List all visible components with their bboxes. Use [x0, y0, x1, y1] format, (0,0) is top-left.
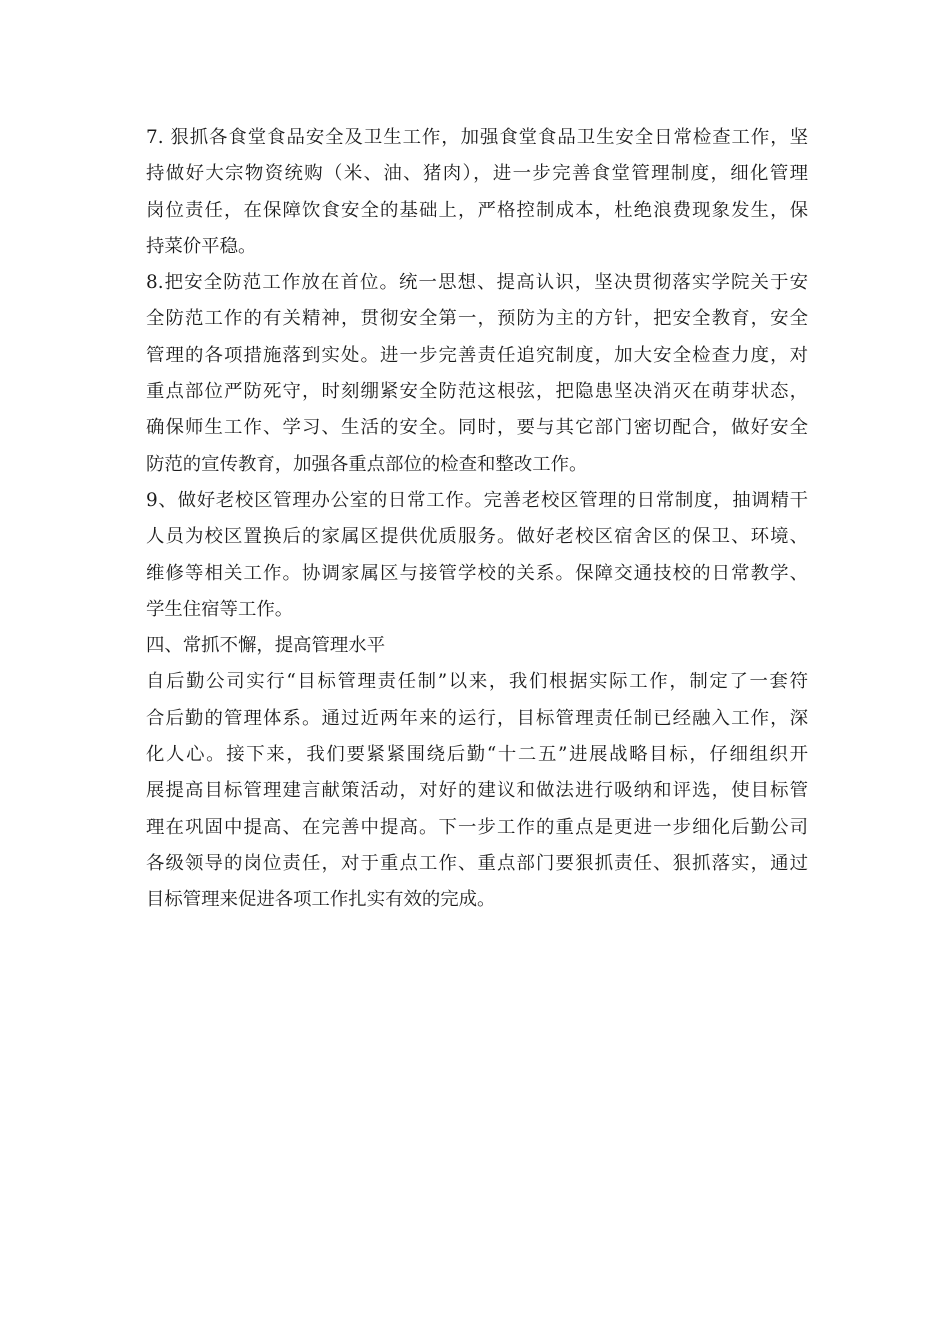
paragraph-item-9	[146, 483, 808, 628]
text-line: 持菜价平稳。	[146, 235, 257, 257]
paragraph-item-8	[146, 265, 808, 483]
text-line: 7. 狠抓各食堂食品安全及卫生工作，加强食堂食品卫生安全日常检查工作，坚	[146, 127, 808, 148]
text-line: 防范的宣传教育，加强各重点部位的检查和整改工作。	[146, 453, 588, 475]
section-heading-text: 四、常抓不懈，提高管理水平	[146, 635, 386, 657]
text-line: 学生住宿等工作。	[146, 598, 294, 620]
text-line: 合后勤的管理体系。通过近两年来的运行，目标管理责任制已经融入工作，深	[146, 707, 808, 729]
text-line: 化人心。接下来，我们要紧紧围绕后勤“十二五”进展战略目标，仔细组织开	[146, 744, 808, 766]
text-line: 持做好大宗物资统购（米、油、猪肉），进一步完善食堂管理制度，细化管理	[146, 163, 808, 185]
section-heading	[146, 628, 808, 664]
text-line: 各级领导的岗位责任，对于重点工作、重点部门要狠抓责任、狠抓落实，通过	[146, 852, 808, 874]
text-line: 确保师生工作、学习、生活的安全。同时，要与其它部门密切配合，做好安全	[146, 417, 808, 439]
text-line: 自后勤公司实行“目标管理责任制”以来，我们根据实际工作，制定了一套符	[146, 671, 808, 693]
paragraph-management	[146, 664, 808, 918]
paragraph-item-7	[146, 120, 808, 265]
text-line: 维修等相关工作。协调家属区与接管学校的关系。保障交通技校的日常教学、	[146, 562, 808, 584]
text-line: 全防范工作的有关精神，贯彻安全第一，预防为主的方针，把安全教育，安全	[146, 308, 808, 330]
text-line: 重点部位严防死守，时刻绷紧安全防范这根弦，把隐患坚决消灭在萌芽状态，	[146, 381, 808, 403]
text-line: 8.把安全防范工作放在首位。统一思想、提高认识，坚决贯彻落实学院关于安	[146, 272, 808, 294]
text-line: 展提高目标管理建言献策活动，对好的建议和做法进行吸纳和评选，使目标管	[146, 780, 808, 802]
document-body	[146, 120, 808, 919]
text-line: 岗位责任，在保障饮食安全的基础上，严格控制成本，杜绝浪费现象发生，保	[146, 199, 808, 221]
text-line: 目标管理来促进各项工作扎实有效的完成。	[146, 889, 496, 911]
text-line: 人员为校区置换后的家属区提供优质服务。做好老校区宿舍区的保卫、环境、	[146, 526, 808, 548]
text-line: 理在巩固中提高、在完善中提高。下一步工作的重点是更进一步细化后勤公司	[146, 816, 808, 838]
text-line: 9、做好老校区管理办公室的日常工作。完善老校区管理的日常制度，抽调精干	[146, 489, 808, 511]
text-line: 管理的各项措施落到实处。进一步完善责任追究制度，加大安全检查力度，对	[146, 344, 808, 366]
